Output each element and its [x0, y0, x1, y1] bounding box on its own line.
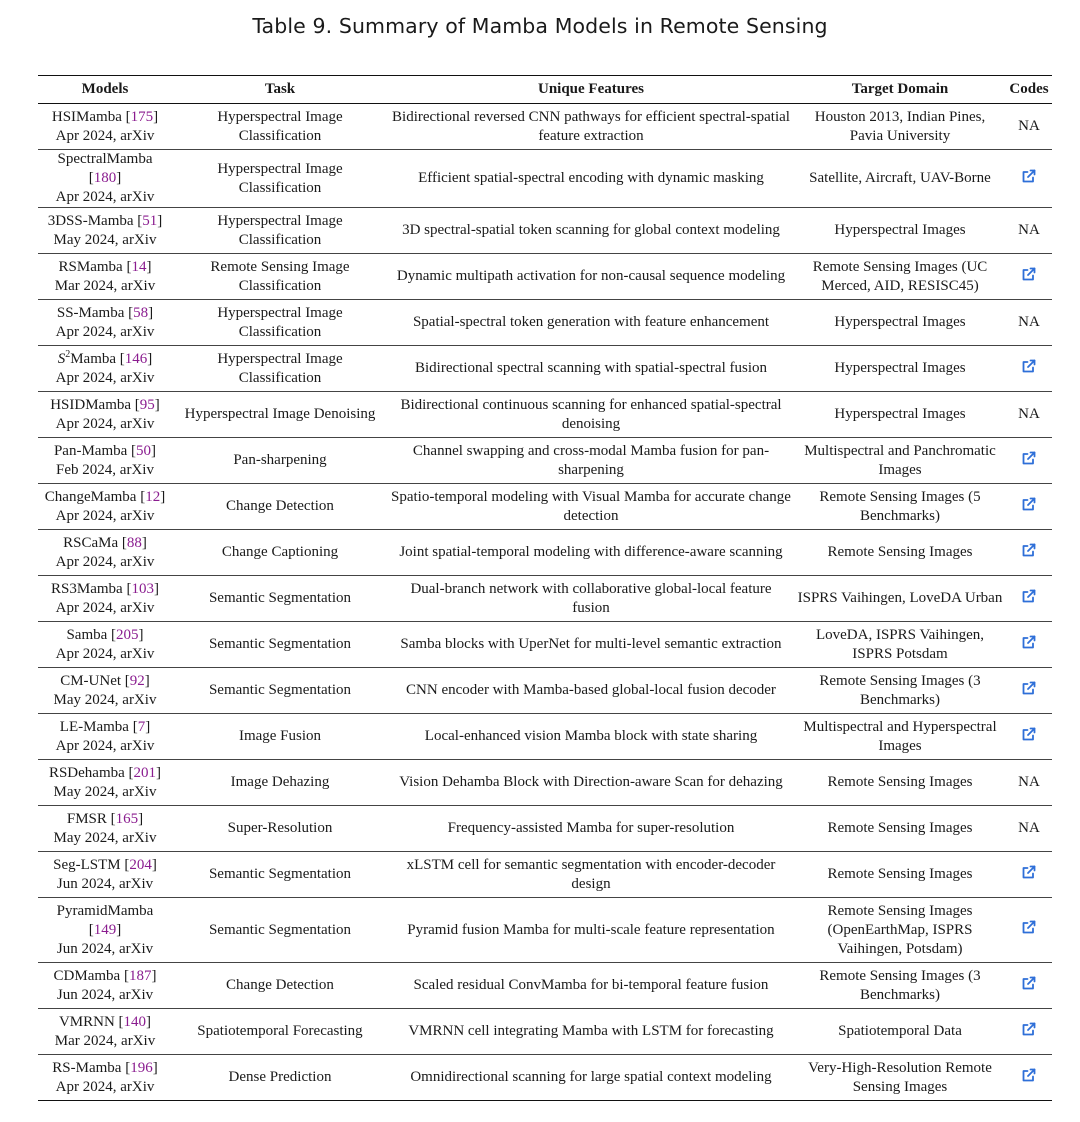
features-cell: Pyramid fusion Mamba for multi-scale feature representation — [388, 898, 794, 963]
model-date: Apr 2024, arXiv — [55, 323, 155, 340]
features-cell: Frequency-assisted Mamba for super-resolution — [388, 806, 794, 852]
features-cell: Bidirectional continuous scanning for enhanced spatial-spectral denoising — [388, 392, 794, 438]
model-name: HSIMamba — [51, 108, 122, 125]
model-name: Samba — [66, 626, 108, 643]
domain-cell: Houston 2013, Indian Pines, Pavia University — [794, 104, 1006, 150]
features-cell: Efficient spatial-spectral encoding with dynamic masking — [388, 150, 794, 208]
domain-cell: Multispectral and Panchromatic Images — [794, 438, 1006, 484]
model-name: SpectralMamba — [57, 151, 153, 167]
domain-cell: ISPRS Vaihingen, LoveDA Urban — [794, 576, 1006, 622]
code-cell — [1006, 1055, 1052, 1101]
task-cell: Hyperspectral Image Classification — [172, 150, 388, 208]
code-cell — [1006, 300, 1052, 346]
domain-cell: Hyperspectral Images — [794, 392, 1006, 438]
code-cell — [1006, 806, 1052, 852]
model-cell: SS-Mamba [58] Apr 2024, arXiv — [38, 300, 172, 346]
model-cell: SpectralMamba [180] Apr 2024, arXiv — [38, 150, 172, 208]
task-cell: Hyperspectral Image Classification — [172, 300, 388, 346]
model-date: Mar 2024, arXiv — [54, 1032, 156, 1049]
citation-link[interactable]: 95 — [139, 396, 155, 413]
domain-cell: Remote Sensing Images (5 Benchmarks) — [794, 484, 1006, 530]
table-row — [38, 668, 1052, 714]
task-cell: Semantic Segmentation — [172, 898, 388, 963]
model-cell: RSCaMa [88] Apr 2024, arXiv — [38, 530, 172, 576]
model-cell: LE-Mamba [7] Apr 2024, arXiv — [38, 714, 172, 760]
domain-cell: Multispectral and Hyperspectral Images — [794, 714, 1006, 760]
table-row — [38, 530, 1052, 576]
features-cell: xLSTM cell for semantic segmentation with encoder-decoder design — [388, 852, 794, 898]
header-task: Task — [172, 76, 388, 104]
model-cell: CM-UNet [92] May 2024, arXiv — [38, 668, 172, 714]
task-cell: Hyperspectral Image Denoising — [172, 392, 388, 438]
code-cell — [1006, 150, 1052, 208]
code-cell — [1006, 963, 1052, 1009]
task-cell: Change Captioning — [172, 530, 388, 576]
code-na-label: NA — [1018, 774, 1040, 790]
code-cell — [1006, 530, 1052, 576]
model-name: RSCaMa — [63, 534, 119, 551]
model-cell: PyramidMamba [149] Jun 2024, arXiv — [38, 898, 172, 963]
domain-cell: LoveDA, ISPRS Vaihingen, ISPRS Potsdam — [794, 622, 1006, 668]
citation-link[interactable]: 7 — [137, 718, 146, 735]
features-cell: Spatial-spectral token generation with feature enhancement — [388, 300, 794, 346]
code-cell — [1006, 346, 1052, 392]
model-name: 3DSS-Mamba — [47, 212, 134, 229]
model-date: May 2024, arXiv — [53, 829, 157, 846]
features-cell: Vision Dehamba Block with Direction-aware Scan for dehazing — [388, 760, 794, 806]
model-date: Apr 2024, arXiv — [55, 737, 155, 754]
table-row — [38, 622, 1052, 668]
features-cell: Dynamic multipath activation for non-causal sequence modeling — [388, 254, 794, 300]
model-cell: ChangeMamba [12] Apr 2024, arXiv — [38, 484, 172, 530]
code-na-label: NA — [1018, 222, 1040, 238]
table-row — [38, 852, 1052, 898]
code-cell — [1006, 576, 1052, 622]
task-cell: Hyperspectral Image Classification — [172, 208, 388, 254]
domain-cell: Remote Sensing Images (UC Merced, AID, RESISC45) — [794, 254, 1006, 300]
table-row — [38, 346, 1052, 392]
features-cell: CNN encoder with Mamba-based global-local fusion decoder — [388, 668, 794, 714]
external-link-icon[interactable] — [1021, 168, 1037, 190]
features-cell: Local-enhanced vision Mamba block with state sharing — [388, 714, 794, 760]
header-target-domain: Target Domain — [794, 76, 1006, 104]
domain-cell: Remote Sensing Images — [794, 760, 1006, 806]
external-link-icon[interactable] — [1021, 588, 1037, 610]
task-cell: Remote Sensing Image Classification — [172, 254, 388, 300]
mamba-summary-table — [38, 75, 1052, 1101]
external-link-icon[interactable] — [1021, 864, 1037, 886]
external-link-icon[interactable] — [1021, 726, 1037, 748]
external-link-icon[interactable] — [1021, 975, 1037, 997]
table-row — [38, 1009, 1052, 1055]
task-cell: Super-Resolution — [172, 806, 388, 852]
features-cell: Joint spatial-temporal modeling with difference-aware scanning — [388, 530, 794, 576]
model-date: Jun 2024, arXiv — [56, 940, 154, 957]
model-name: RS3Mamba — [51, 580, 123, 597]
task-cell: Image Fusion — [172, 714, 388, 760]
code-cell — [1006, 668, 1052, 714]
model-cell: Samba [205] Apr 2024, arXiv — [38, 622, 172, 668]
task-cell: Hyperspectral Image Classification — [172, 346, 388, 392]
table-row — [38, 104, 1052, 150]
code-na-label: NA — [1018, 314, 1040, 330]
table-caption: Table 9. Summary of Mamba Models in Remote Sensing — [252, 14, 828, 38]
table-row — [38, 898, 1052, 963]
model-date: Apr 2024, arXiv — [55, 507, 155, 524]
code-cell — [1006, 392, 1052, 438]
model-cell: RS-Mamba [196] Apr 2024, arXiv — [38, 1055, 172, 1101]
model-date: Apr 2024, arXiv — [55, 553, 155, 570]
code-cell — [1006, 898, 1052, 963]
citation-link[interactable]: 51 — [142, 212, 158, 229]
code-na-label: NA — [1018, 820, 1040, 836]
model-date: Jun 2024, arXiv — [56, 986, 154, 1003]
external-link-icon[interactable] — [1021, 496, 1037, 518]
citation-link[interactable]: 103 — [131, 580, 154, 597]
model-name: Pan-Mamba — [53, 442, 128, 459]
model-date: Apr 2024, arXiv — [55, 127, 155, 144]
model-name: PyramidMamba — [56, 902, 154, 919]
header-codes: Codes — [1006, 76, 1052, 104]
domain-cell: Hyperspectral Images — [794, 300, 1006, 346]
model-cell: HSIMamba [175] Apr 2024, arXiv — [38, 104, 172, 150]
citation-link[interactable]: 165 — [115, 810, 139, 827]
citation-link[interactable]: 196 — [130, 1059, 153, 1076]
features-cell: Spatio-temporal modeling with Visual Mamba for accurate change detection — [388, 484, 794, 530]
citation-link[interactable]: 204 — [129, 856, 152, 873]
model-cell: RS3Mamba [103] Apr 2024, arXiv — [38, 576, 172, 622]
task-cell: Semantic Segmentation — [172, 576, 388, 622]
model-cell: HSIDMamba [95] Apr 2024, arXiv — [38, 392, 172, 438]
features-cell: Bidirectional reversed CNN pathways for efficient spectral-spatial feature extraction — [388, 104, 794, 150]
code-cell — [1006, 714, 1052, 760]
external-link-icon[interactable] — [1021, 680, 1037, 702]
features-cell: VMRNN cell integrating Mamba with LSTM for forecasting — [388, 1009, 794, 1055]
model-name: ChangeMamba — [44, 488, 137, 505]
code-cell — [1006, 208, 1052, 254]
features-cell: Omnidirectional scanning for large spatial context modeling — [388, 1055, 794, 1101]
model-date: Jun 2024, arXiv — [56, 875, 154, 892]
header-row — [38, 76, 1052, 104]
model-cell: Pan-Mamba [50] Feb 2024, arXiv — [38, 438, 172, 484]
features-cell: 3D spectral-spatial token scanning for global context modeling — [388, 208, 794, 254]
features-cell: Samba blocks with UperNet for multi-level semantic extraction — [388, 622, 794, 668]
model-date: May 2024, arXiv — [53, 231, 157, 248]
model-date: Apr 2024, arXiv — [55, 1078, 155, 1095]
table-row — [38, 576, 1052, 622]
table-row — [38, 963, 1052, 1009]
code-cell — [1006, 484, 1052, 530]
code-cell — [1006, 254, 1052, 300]
domain-cell: Remote Sensing Images (3 Benchmarks) — [794, 963, 1006, 1009]
citation-link[interactable]: 149 — [93, 921, 117, 938]
domain-cell: Remote Sensing Images (3 Benchmarks) — [794, 668, 1006, 714]
table-row — [38, 300, 1052, 346]
domain-cell: Satellite, Aircraft, UAV-Borne — [794, 150, 1006, 208]
task-cell: Change Detection — [172, 963, 388, 1009]
mamba-summary-table-container — [38, 75, 1052, 1101]
table-row — [38, 714, 1052, 760]
model-cell: FMSR [165] May 2024, arXiv — [38, 806, 172, 852]
table-row — [38, 760, 1052, 806]
model-name: $S^2Mamba$ — [57, 348, 117, 367]
features-cell: Dual-branch network with collaborative global-local feature fusion — [388, 576, 794, 622]
model-cell: 3DSS-Mamba [51] May 2024, arXiv — [38, 208, 172, 254]
task-cell: Spatiotemporal Forecasting — [172, 1009, 388, 1055]
features-cell: Channel swapping and cross-modal Mamba fusion for pan-sharpening — [388, 438, 794, 484]
model-name: FMSR — [66, 810, 107, 827]
model-date: May 2024, arXiv — [53, 691, 157, 708]
domain-cell: Remote Sensing Images (OpenEarthMap, ISPRS Vaihingen, Potsdam) — [794, 898, 1006, 963]
citation-link[interactable]: 58 — [133, 304, 149, 321]
external-link-icon[interactable] — [1021, 919, 1037, 941]
model-name: LE-Mamba — [59, 718, 129, 735]
model-cell: Seg-LSTM [204] Jun 2024, arXiv — [38, 852, 172, 898]
code-cell — [1006, 760, 1052, 806]
external-link-icon[interactable] — [1021, 1021, 1037, 1043]
code-cell — [1006, 104, 1052, 150]
model-cell: RSMamba [14] Mar 2024, arXiv — [38, 254, 172, 300]
citation-link[interactable]: 180 — [93, 170, 117, 186]
model-date: Feb 2024, arXiv — [56, 461, 154, 478]
model-cell: VMRNN [140] Mar 2024, arXiv — [38, 1009, 172, 1055]
citation-link[interactable]: 175 — [130, 108, 154, 125]
domain-cell: Remote Sensing Images — [794, 530, 1006, 576]
model-date: Apr 2024, arXiv — [55, 645, 155, 662]
task-cell: Semantic Segmentation — [172, 668, 388, 714]
task-cell: Semantic Segmentation — [172, 622, 388, 668]
citation-link[interactable]: 187 — [128, 967, 152, 984]
model-name: RSMamba — [58, 258, 123, 275]
model-date: Apr 2024, arXiv — [55, 189, 155, 205]
external-link-icon[interactable] — [1021, 358, 1037, 380]
domain-cell: Remote Sensing Images — [794, 852, 1006, 898]
code-cell — [1006, 622, 1052, 668]
task-cell: Image Dehazing — [172, 760, 388, 806]
model-cell: RSDehamba [201] May 2024, arXiv — [38, 760, 172, 806]
code-na-label: NA — [1018, 406, 1040, 422]
domain-cell: Very-High-Resolution Remote Sensing Images — [794, 1055, 1006, 1101]
external-link-icon[interactable] — [1021, 1067, 1037, 1089]
task-cell: Pan-sharpening — [172, 438, 388, 484]
citation-link[interactable]: 201 — [133, 764, 157, 781]
model-name: CM-UNet — [60, 672, 122, 689]
citation-link[interactable]: 205 — [116, 626, 139, 643]
model-date: Apr 2024, arXiv — [55, 415, 155, 432]
model-name: VMRNN — [58, 1013, 115, 1030]
model-cell: $S^2Mamba$ [146] Apr 2024, arXiv — [38, 346, 172, 392]
model-date: Apr 2024, arXiv — [55, 599, 155, 616]
external-link-icon[interactable] — [1021, 542, 1037, 564]
model-name: SS-Mamba — [56, 304, 125, 321]
citation-link[interactable]: 14 — [131, 258, 147, 275]
features-cell: Bidirectional spectral scanning with spatial-spectral fusion — [388, 346, 794, 392]
model-name: RS-Mamba — [52, 1059, 122, 1076]
model-date: Apr 2024, arXiv — [55, 369, 155, 386]
table-row — [38, 438, 1052, 484]
task-cell: Hyperspectral Image Classification — [172, 104, 388, 150]
citation-link[interactable]: 88 — [126, 534, 142, 551]
citation-link[interactable]: 12 — [145, 488, 161, 505]
external-link-icon[interactable] — [1021, 266, 1037, 288]
features-cell: Scaled residual ConvMamba for bi-temporal feature fusion — [388, 963, 794, 1009]
model-name: HSIDMamba — [50, 396, 132, 413]
table-row — [38, 254, 1052, 300]
model-name: RSDehamba — [48, 764, 125, 781]
model-cell: CDMamba [187] Jun 2024, arXiv — [38, 963, 172, 1009]
code-cell — [1006, 1009, 1052, 1055]
code-cell — [1006, 852, 1052, 898]
table-row — [38, 208, 1052, 254]
task-cell: Semantic Segmentation — [172, 852, 388, 898]
domain-cell: Remote Sensing Images — [794, 806, 1006, 852]
table-row — [38, 484, 1052, 530]
table-row — [38, 392, 1052, 438]
table-row — [38, 150, 1052, 208]
header-unique-features: Unique Features — [388, 76, 794, 104]
citation-link[interactable]: 146 — [124, 350, 148, 367]
header-models: Models — [38, 76, 172, 104]
task-cell: Dense Prediction — [172, 1055, 388, 1101]
table-body — [38, 104, 1052, 1101]
citation-link[interactable]: 92 — [129, 672, 145, 689]
external-link-icon[interactable] — [1021, 634, 1037, 656]
task-cell: Change Detection — [172, 484, 388, 530]
domain-cell: Hyperspectral Images — [794, 346, 1006, 392]
citation-link[interactable]: 140 — [123, 1013, 147, 1030]
citation-link[interactable]: 50 — [136, 442, 152, 459]
table-row — [38, 806, 1052, 852]
model-name: CDMamba — [53, 967, 121, 984]
domain-cell: Hyperspectral Images — [794, 208, 1006, 254]
model-name: Seg-LSTM — [53, 856, 121, 873]
model-date: Mar 2024, arXiv — [54, 277, 156, 294]
code-na-label: NA — [1018, 118, 1040, 134]
domain-cell: Spatiotemporal Data — [794, 1009, 1006, 1055]
external-link-icon[interactable] — [1021, 450, 1037, 472]
model-date: May 2024, arXiv — [53, 783, 157, 800]
table-row — [38, 1055, 1052, 1101]
code-cell — [1006, 438, 1052, 484]
